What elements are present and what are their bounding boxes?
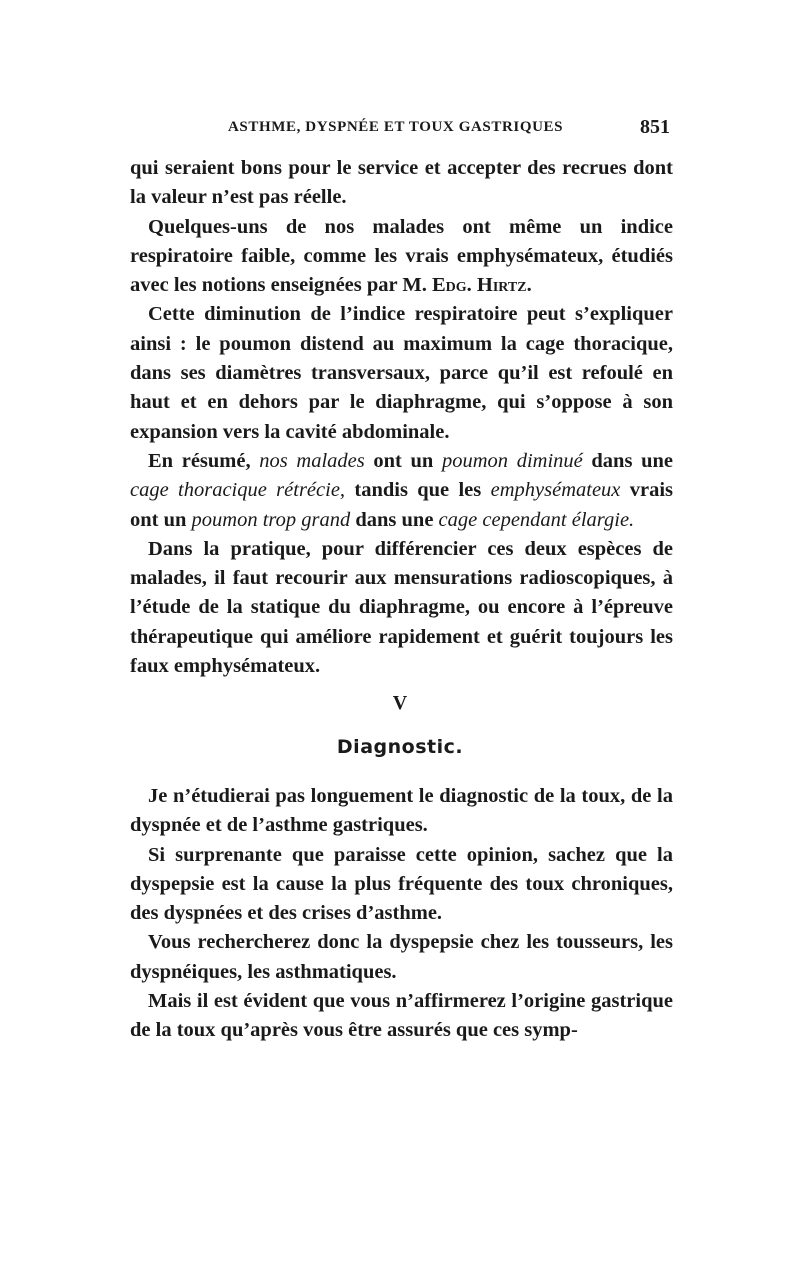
page-number: 851 — [640, 116, 670, 138]
section-number: V — [392, 692, 408, 714]
author-name: Edg. Hirtz. — [431, 274, 532, 297]
text-run: tandis que les — [345, 479, 491, 502]
text-run: ont un — [364, 449, 442, 472]
italic-run: nos malades — [259, 449, 365, 472]
paragraph-dyspepsie: Si surprenante que paraisse cette opinion, sachez que la dyspepsie est la cause la plus fréquente des toux chroniques, des dyspnées et des crises d’asthme. — [130, 843, 673, 925]
italic-run: cage thoracique rétrécie, — [130, 479, 346, 502]
text-run: vrais ont un — [130, 479, 673, 531]
paragraph-origine-gastrique: Mais il est évident que vous n’affirmerez l’origine gastrique de la toux qu’après vous être assurés que ces symp- — [130, 990, 673, 1042]
italic-run: emphysémateux — [490, 479, 621, 502]
body-text-bottom — [130, 782, 673, 1046]
paragraph-resume — [130, 447, 673, 535]
text-run: En résumé, — [148, 449, 260, 472]
paragraph-rechercherez: Vous rechercherez donc la dyspepsie chez les tousseurs, les dyspnéiques, les asthmatiques. — [130, 931, 673, 983]
running-head: ASTHME, DYSPNÉE ET TOUX GASTRIQUES — [228, 119, 564, 135]
italic-run: poumon diminué — [441, 449, 583, 472]
text-run: dans une — [582, 449, 673, 472]
paragraph-diagnostic-intro: Je n’étudierai pas longuement le diagnostic de la toux, de la dyspnée et de l’asthme gastriques. — [130, 785, 673, 837]
body-text-top — [130, 154, 673, 681]
paragraph-continued: qui seraient bons pour le service et accepter des recrues dont la valeur n’est pas réelle. — [130, 157, 673, 209]
paragraph-text: Quelques-uns de nos malades ont même un indice respiratoire faible, comme les vrais emphysémateux, étudiés avec les notions enseignées par M. — [130, 215, 673, 297]
page-header — [130, 116, 670, 140]
section-title: Diagnostic. — [336, 736, 464, 758]
italic-run: cage cependant élargie. — [438, 508, 635, 531]
text-run: dans une — [350, 508, 439, 531]
paragraph-pratique: Dans la pratique, pour différencier ces deux espèces de malades, il faut recourir aux mensurations radioscopiques, à l’étude de la statique du diaphragme, ou encore à l’épreuve thérapeutique qui améliore rapidement et guérit toujours les faux emphysémateux. — [130, 537, 673, 678]
paragraph-diminution: Cette diminution de l’indice respiratoire peut s’expliquer ainsi : le poumon distend au maximum la cage thoracique, dans ses diamètres transversaux, parce qu’il est refoulé en haut et en dehors par le diaphragme, qui s’oppose à son expansion vers la cavité abdominale. — [130, 303, 673, 443]
paragraph-indice-respiratoire — [130, 213, 673, 301]
italic-run: poumon trop grand — [191, 508, 351, 531]
